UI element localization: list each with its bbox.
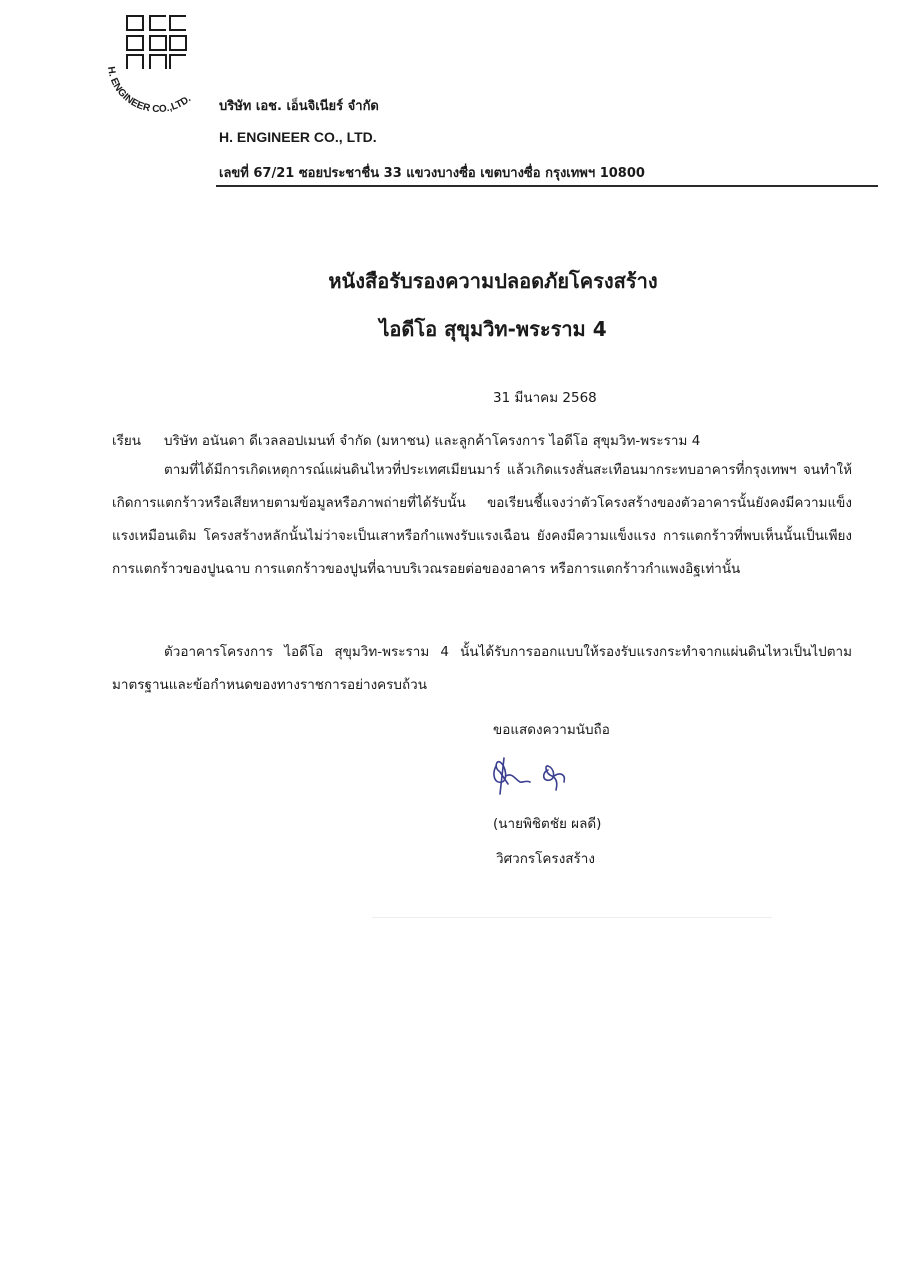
company-name-thai: บริษัท เอช. เอ็นจิเนียร์ จำกัด [219, 99, 379, 114]
logo-mark [100, 12, 212, 124]
body-paragraph-1: ตามที่ได้มีการเกิดเหตุการณ์แผ่นดินไหวที่ประเทศเมียนมาร์ แล้วเกิดแรงสั่นสะเทือนมากระทบอาคารที่กรุงเทพฯ จนทำให้เกิดการแตกร้าวหรือเสียหายตามข้อมูลหรือภาพถ่ายที่ได้รับนั้น ขอเรียนชี้แจงว่าตัวโครงสร้างของตัวอาคารนั้นยังคงมีความแข็งแรงเหมือนเดิม โครงสร้างหลักนั้นไม่ว่าจะเป็นเสาหรือกำแพงรับแรงเฉือน ยังคงมีความแข็งแรง การแตกร้าวที่พบเห็นนั้นเป็นเพียงการแตกร้าวของปูนฉาบ การแตกร้าวของปูนที่ฉาบบริเวณรอยต่อของอาคาร หรือการแตกร้าวกำแพงอิฐเท่านั้น [112, 462, 852, 577]
signer-name: (นายพิชิตชัย ผลดี) [493, 816, 602, 832]
body-paragraph-2: ตัวอาคารโครงการ ไอดีโอ สุขุมวิท-พระราม 4 นั้นได้รับการออกแบบให้รองรับแรงกระทำจากแผ่นดินไหวเป็นไปตามมาตรฐานและข้อกำหนดของทางราชการอย่างครบถ้วน [112, 644, 852, 693]
logo-text: H. ENGINEER CO.,LTD. [104, 65, 194, 116]
letter-date: 31 มีนาคม 2568 [493, 390, 597, 406]
company-name-english: H. ENGINEER CO., LTD. [219, 129, 377, 145]
svg-text:H. ENGINEER CO.,LTD. [105, 66, 193, 115]
signer-title: วิศวกรโครงสร้าง [496, 851, 595, 867]
closing-phrase: ขอแสดงความนับถือ [493, 722, 610, 738]
company-address: เลขที่ 67/21 ซอยประชาชื่น 33 แขวงบางซื่อ เขตบางซื่อ กรุงเทพฯ 10800 [219, 166, 645, 181]
handwritten-signature [486, 754, 596, 798]
project-name: ไอดีโอ สุขุมวิท-พระราม 4 [379, 317, 607, 341]
recipient-text: บริษัท อนันดา ดีเวลลอปเมนท์ จำกัด (มหาชน) และลูกค้าโครงการ ไอดีโอ สุขุมวิท-พระราม 4 [164, 433, 701, 449]
letterhead-divider [216, 185, 878, 187]
recipient-label: เรียน [112, 433, 142, 449]
document-title: หนังสือรับรองความปลอดภัยโครงสร้าง [328, 269, 658, 293]
company-logo [100, 12, 212, 124]
scan-artifact-line [372, 917, 772, 918]
